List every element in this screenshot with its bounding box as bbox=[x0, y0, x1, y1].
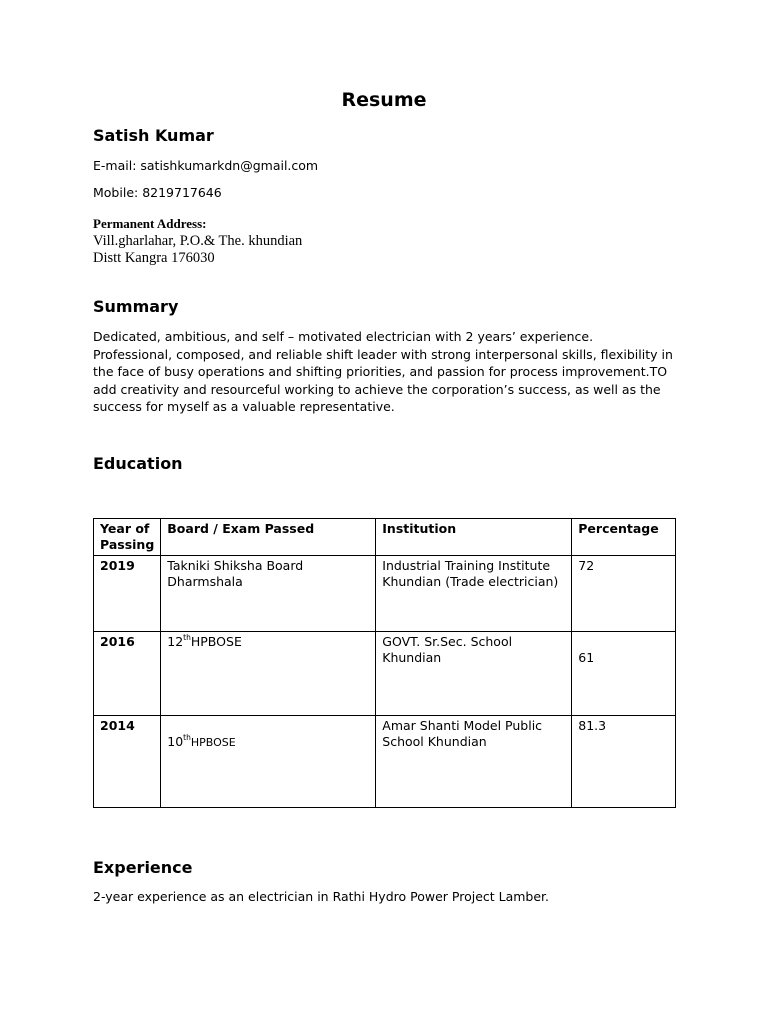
board-cell bbox=[161, 632, 376, 716]
percentage-cell: 81.3 bbox=[572, 716, 676, 808]
email-line: E-mail: satishkumarkdn@gmail.com bbox=[93, 158, 319, 173]
experience-text: 2-year experience as an electrician in Rathi Hydro Power Project Lamber. bbox=[93, 889, 550, 904]
experience-heading: Experience bbox=[93, 858, 193, 877]
summary-heading: Summary bbox=[93, 297, 179, 316]
address-label: Permanent Address: bbox=[93, 216, 207, 231]
board-grade-suffix: th bbox=[183, 733, 191, 742]
percentage-cell bbox=[572, 632, 676, 716]
table-row bbox=[94, 556, 676, 632]
table-row bbox=[94, 716, 676, 808]
year-cell: 2014 bbox=[94, 716, 161, 808]
address-line-2: Distt Kangra 176030 bbox=[93, 250, 215, 266]
page-title: Resume bbox=[341, 89, 427, 111]
board-name: HPBOSE bbox=[190, 634, 242, 649]
institution-cell: Amar Shanti Model Public School Khundian bbox=[376, 716, 572, 808]
board-cell: Takniki Shiksha Board Dharmshala bbox=[161, 556, 376, 632]
board-name: HPBOSE bbox=[190, 736, 236, 749]
year-cell: 2016 bbox=[94, 632, 161, 716]
header-percentage: Percentage bbox=[572, 519, 676, 556]
percentage-value: 61 bbox=[578, 650, 595, 665]
header-institution: Institution bbox=[376, 519, 572, 556]
candidate-name: Satish Kumar bbox=[93, 126, 214, 145]
board-grade: 10 bbox=[167, 734, 184, 749]
institution-cell: GOVT. Sr.Sec. School Khundian bbox=[376, 632, 572, 716]
table-row bbox=[94, 632, 676, 716]
header-year: Year of Passing bbox=[94, 519, 161, 556]
year-cell: 2019 bbox=[94, 556, 161, 632]
education-table bbox=[93, 518, 676, 808]
board-grade: 12 bbox=[167, 634, 184, 649]
percentage-cell: 72 bbox=[572, 556, 676, 632]
address-line-1: Vill.gharlahar, P.O.& The. khundian bbox=[93, 233, 303, 249]
board-grade-suffix: th bbox=[183, 633, 191, 642]
institution-cell: Industrial Training Institute Khundian (Trade electrician) bbox=[376, 556, 572, 632]
mobile-line: Mobile: 8219717646 bbox=[93, 185, 222, 200]
header-board: Board / Exam Passed bbox=[161, 519, 376, 556]
board-cell bbox=[161, 716, 376, 808]
table-header-row bbox=[94, 519, 676, 556]
education-heading: Education bbox=[93, 454, 183, 473]
summary-text: Dedicated, ambitious, and self – motivated electrician with 2 years’ experience. Professional, composed, and reliable shift leader with strong interpersonal skills, flexibility in the face of busy operations and shifting priorities, and passion for process improvement.TO add creativity and resourceful working to achieve the corporation’s success, as well as the success for myself as a valuable representative. bbox=[93, 329, 673, 415]
